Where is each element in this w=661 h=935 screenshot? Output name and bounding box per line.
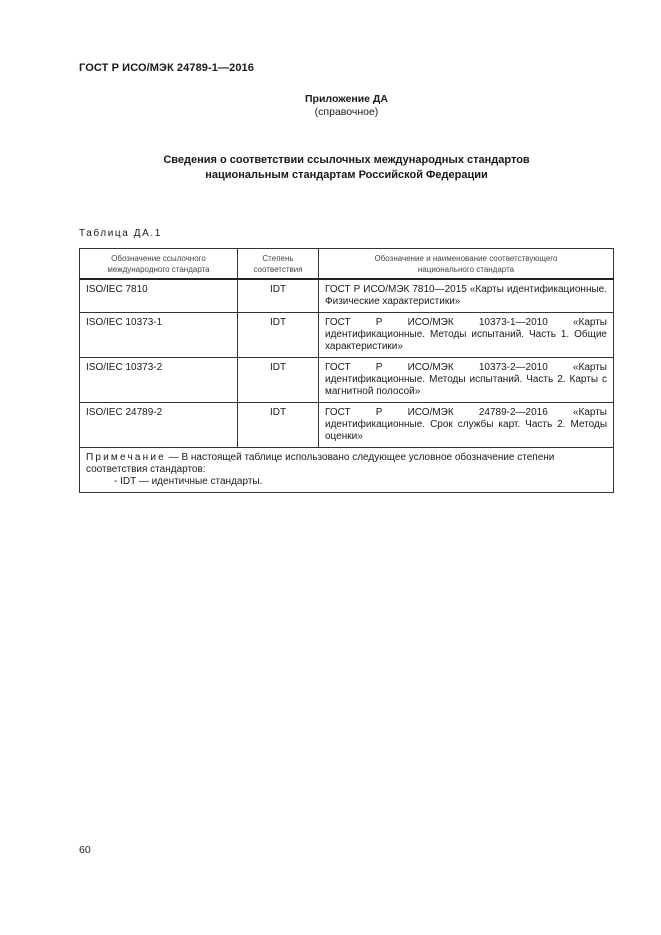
note-label: Примечание	[86, 452, 166, 463]
header-degree-line-2: соответствия	[253, 265, 303, 274]
note-item: - IDT — идентичные стандарты.	[114, 476, 263, 487]
correspondence-table	[79, 248, 614, 493]
section-heading-line-1: Сведения о соответствии ссылочных международных стандартов	[163, 154, 530, 166]
appendix-subtitle: (справочное)	[314, 106, 379, 118]
header-degree	[238, 249, 319, 280]
appendix-title: Приложение ДА	[305, 93, 388, 105]
table-note	[80, 448, 614, 493]
table-row	[80, 403, 614, 448]
section-heading	[79, 153, 614, 183]
cell-ref: ISO/IEC 10373-2	[80, 358, 238, 403]
cell-degree: IDT	[238, 313, 319, 358]
header-national-line-1: Обозначение и наименование соответствующего	[374, 254, 558, 263]
header-degree-line-1: Степень	[262, 254, 294, 263]
table-row	[80, 313, 614, 358]
cell-ref: ISO/IEC 24789-2	[80, 403, 238, 448]
cell-degree: IDT	[238, 403, 319, 448]
header-ref-line-2: международного стандарта	[107, 265, 210, 274]
appendix-block	[79, 93, 614, 119]
table-header-row	[80, 249, 614, 280]
document-code: ГОСТ Р ИСО/МЭК 24789-1—2016	[79, 62, 254, 74]
header-ref-standard	[80, 249, 238, 280]
cell-ref: ISO/IEC 10373-1	[80, 313, 238, 358]
header-national-line-2: национального стандарта	[417, 265, 515, 274]
note-body: — В настоящей таблице использовано следующее условное обозначение степени соответствия стандартов:	[86, 452, 555, 475]
table-caption: Таблица ДА.1	[79, 228, 162, 239]
table-note-row	[80, 448, 614, 493]
cell-national: ГОСТ Р ИСО/МЭК 24789-2—2016 «Карты идентификационные. Срок службы карт. Часть 2. Методы оценки»	[319, 403, 614, 448]
table-row	[80, 358, 614, 403]
cell-degree: IDT	[238, 358, 319, 403]
cell-national: ГОСТ Р ИСО/МЭК 7810—2015 «Карты идентификационные. Физические характеристики»	[319, 279, 614, 313]
page-number: 60	[79, 844, 91, 856]
cell-degree: IDT	[238, 279, 319, 313]
cell-ref: ISO/IEC 7810	[80, 279, 238, 313]
note-text	[86, 452, 607, 476]
cell-national: ГОСТ Р ИСО/МЭК 10373-1—2010 «Карты идентификационные. Методы испытаний. Часть 1. Общие характеристики»	[319, 313, 614, 358]
header-ref-line-1: Обозначение ссылочного	[111, 254, 206, 263]
table-row	[80, 279, 614, 313]
section-heading-line-2: национальным стандартам Российской Федерации	[205, 169, 488, 181]
cell-national: ГОСТ Р ИСО/МЭК 10373-2—2010 «Карты идентификационные. Методы испытаний. Часть 2. Карты с магнитной полосой»	[319, 358, 614, 403]
header-national-standard	[319, 249, 614, 280]
